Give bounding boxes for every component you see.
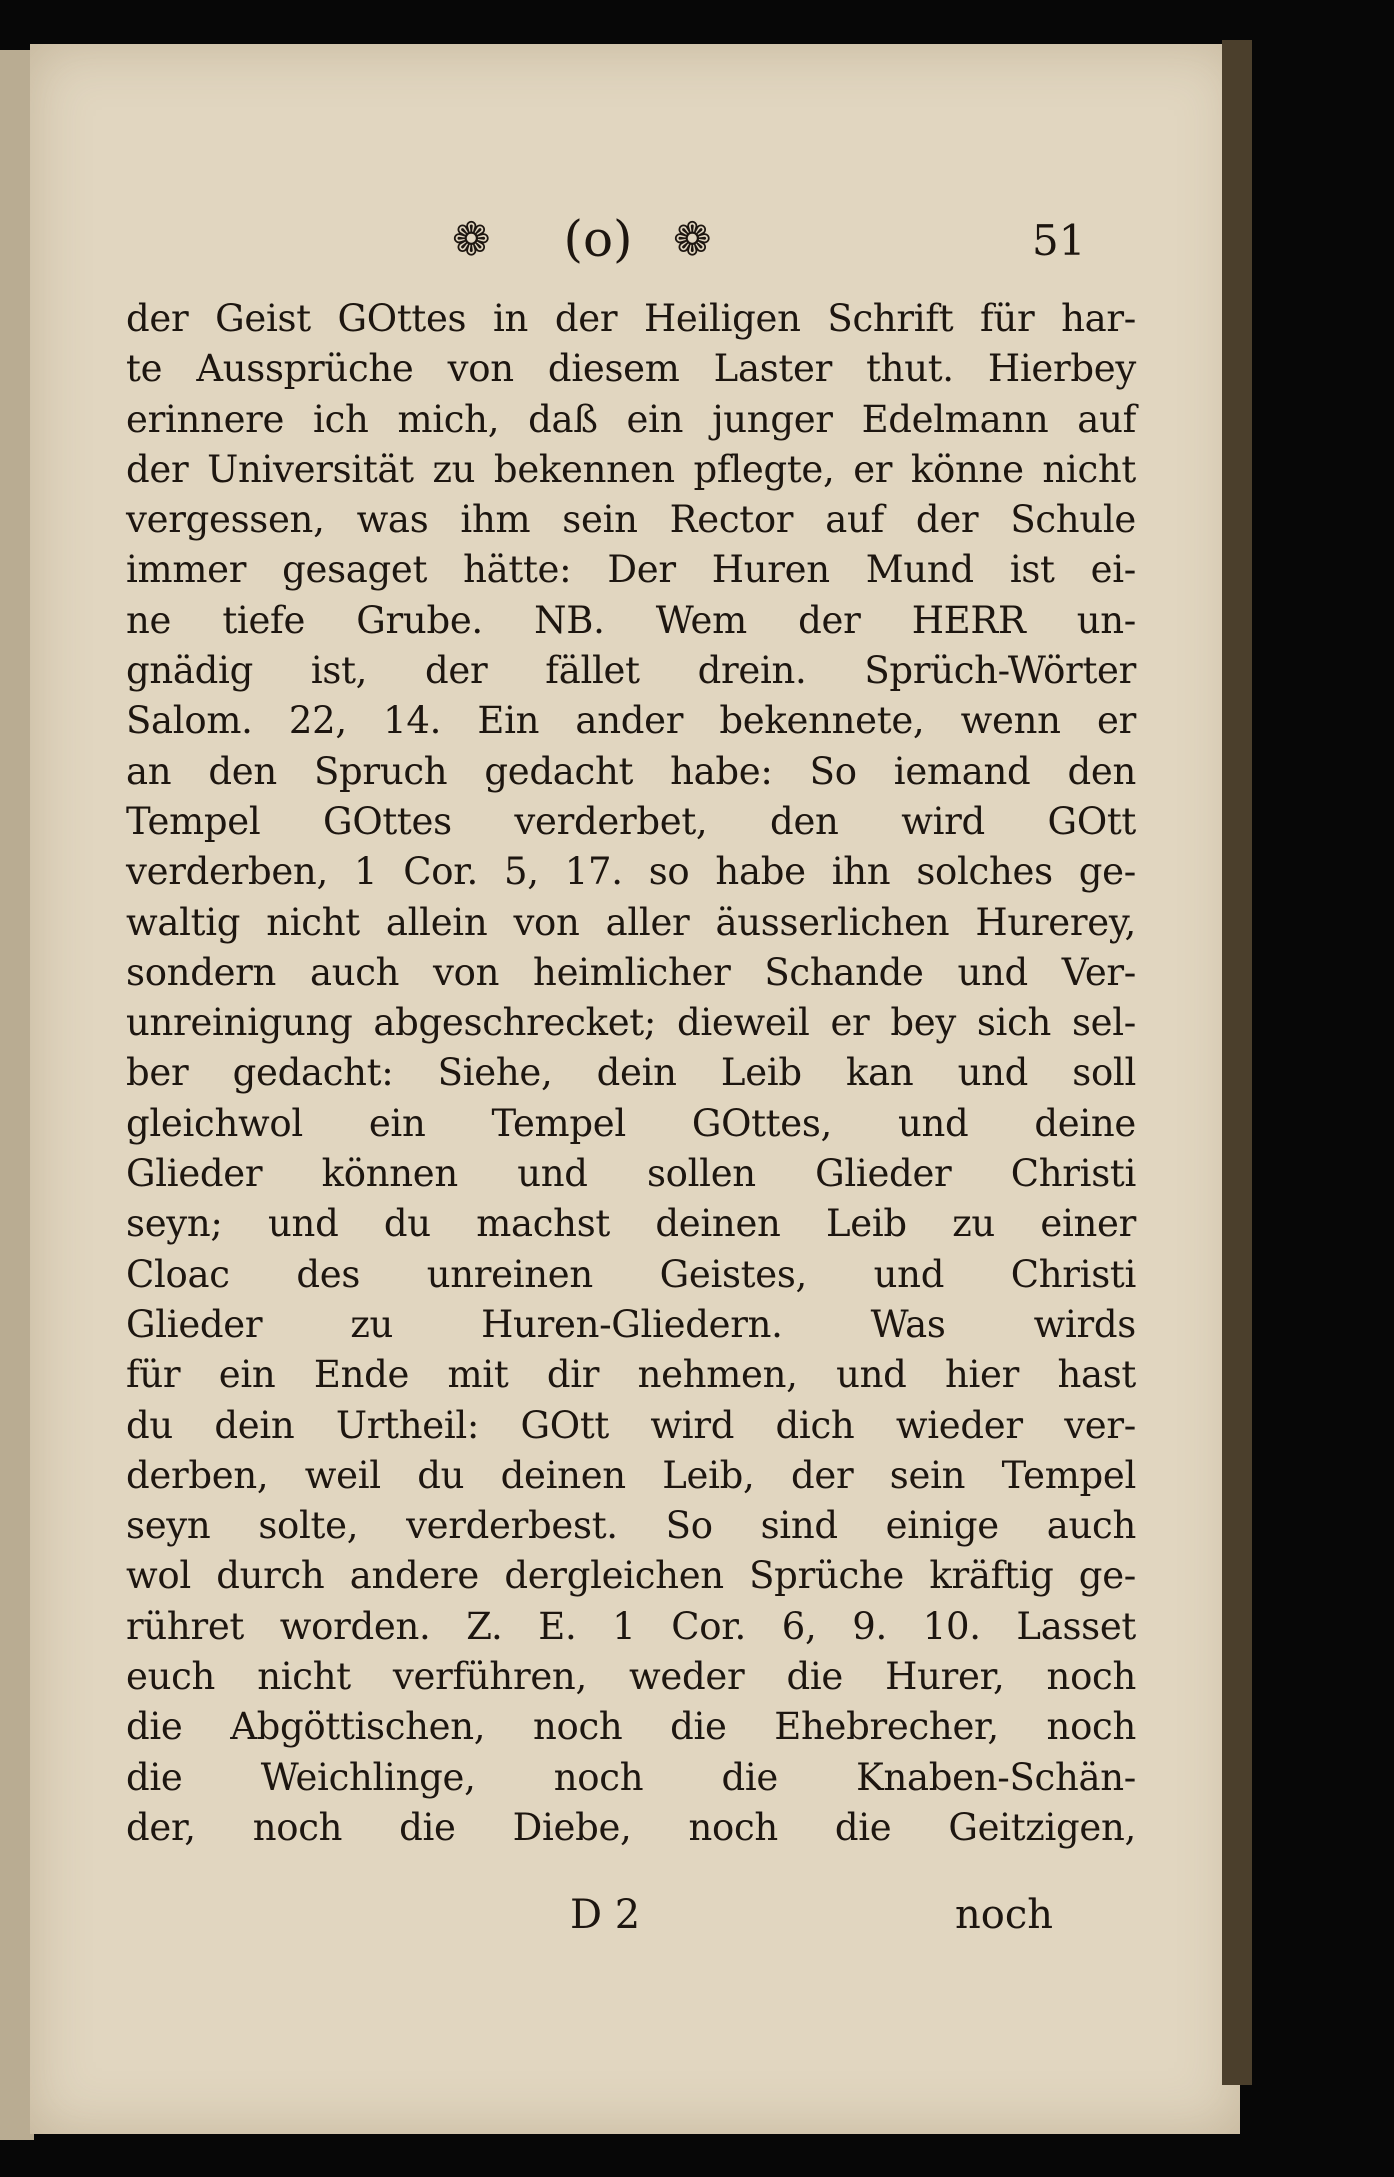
text-line: te Aussprüche von diesem Laster thut. Hierbey (126, 347, 1136, 391)
flower-ornament-icon: ❁ (452, 212, 491, 266)
text-line: seyn; und du machst deinen Leib zu einer (126, 1202, 1136, 1246)
flower-ornament-icon: ❁ (673, 212, 712, 266)
body-text (126, 294, 1136, 1853)
page-number: 51 (1032, 216, 1086, 265)
text-line: vergessen, was ihm sein Rector auf der Schule (126, 498, 1136, 542)
text-line: die Abgöttischen, noch die Ehebrecher, noch (126, 1705, 1136, 1749)
text-line: euch nicht verführen, weder die Hurer, noch (126, 1655, 1136, 1699)
book-page (30, 44, 1240, 2134)
book-spine (1222, 40, 1252, 2085)
text-line: der, noch die Diebe, noch die Geitzigen, (126, 1805, 1136, 1849)
text-line: der Geist GOttes in der Heiligen Schrift für har- (126, 297, 1136, 340)
page-footer (30, 1889, 1240, 1949)
text-line: immer gesaget hätte: Der Huren Mund ist ei- (126, 548, 1136, 592)
text-line: an den Spruch gedacht habe: So iemand den (126, 749, 1136, 793)
text-line: wol durch andere dergleichen Sprüche kräftig ge- (126, 1554, 1136, 1598)
text-line: verderben, 1 Cor. 5, 17. so habe ihn solches ge- (126, 850, 1136, 894)
signature-mark: D 2 (570, 1892, 641, 1938)
text-line: gleichwol ein Tempel GOttes, und deine (126, 1101, 1136, 1145)
catchword: noch (955, 1892, 1054, 1938)
text-line: du dein Urtheil: GOtt wird dich wieder ver- (126, 1403, 1136, 1447)
text-line: derben, weil du deinen Leib, der sein Tempel (126, 1453, 1136, 1497)
text-line: ber gedacht: Siehe, dein Leib kan und soll (126, 1051, 1136, 1095)
text-line: gnädig ist, der fället drein. Sprüch-Wörter (126, 649, 1136, 693)
text-line: ne tiefe Grube. NB. Wem der HERR un- (126, 598, 1136, 642)
text-line: Cloac des unreinen Geistes, und Christi (126, 1252, 1136, 1296)
text-line: waltig nicht allein von aller äusserlichen Hurerey, (126, 900, 1136, 944)
left-page-edge (0, 50, 34, 2140)
text-line: seyn solte, verderbest. So sind einige auch (126, 1504, 1136, 1548)
text-line: erinnere ich mich, daß ein junger Edelmann auf (126, 397, 1136, 441)
text-line: rühret worden. Z. E. 1 Cor. 6, 9. 10. Lasset (126, 1604, 1136, 1648)
text-line: sondern auch von heimlicher Schande und Ver- (126, 950, 1136, 994)
text-line: Tempel GOttes verderbet, den wird GOtt (126, 799, 1136, 843)
text-line: für ein Ende mit dir nehmen, und hier hast (126, 1353, 1136, 1397)
header-mark: (o) (563, 210, 633, 268)
text-line: der Universität zu bekennen pflegte, er könne nicht (126, 447, 1136, 491)
text-line: die Weichlinge, noch die Knaben-Schän- (126, 1755, 1136, 1799)
text-line: Glieder zu Huren-Gliedern. Was wirds (126, 1302, 1136, 1346)
running-header (30, 212, 1240, 282)
text-line: Salom. 22, 14. Ein ander bekennete, wenn er (126, 699, 1136, 743)
text-line: Glieder können und sollen Glieder Christi (126, 1152, 1136, 1196)
text-line: unreinigung abgeschrecket; dieweil er bey sich sel- (126, 1001, 1136, 1045)
